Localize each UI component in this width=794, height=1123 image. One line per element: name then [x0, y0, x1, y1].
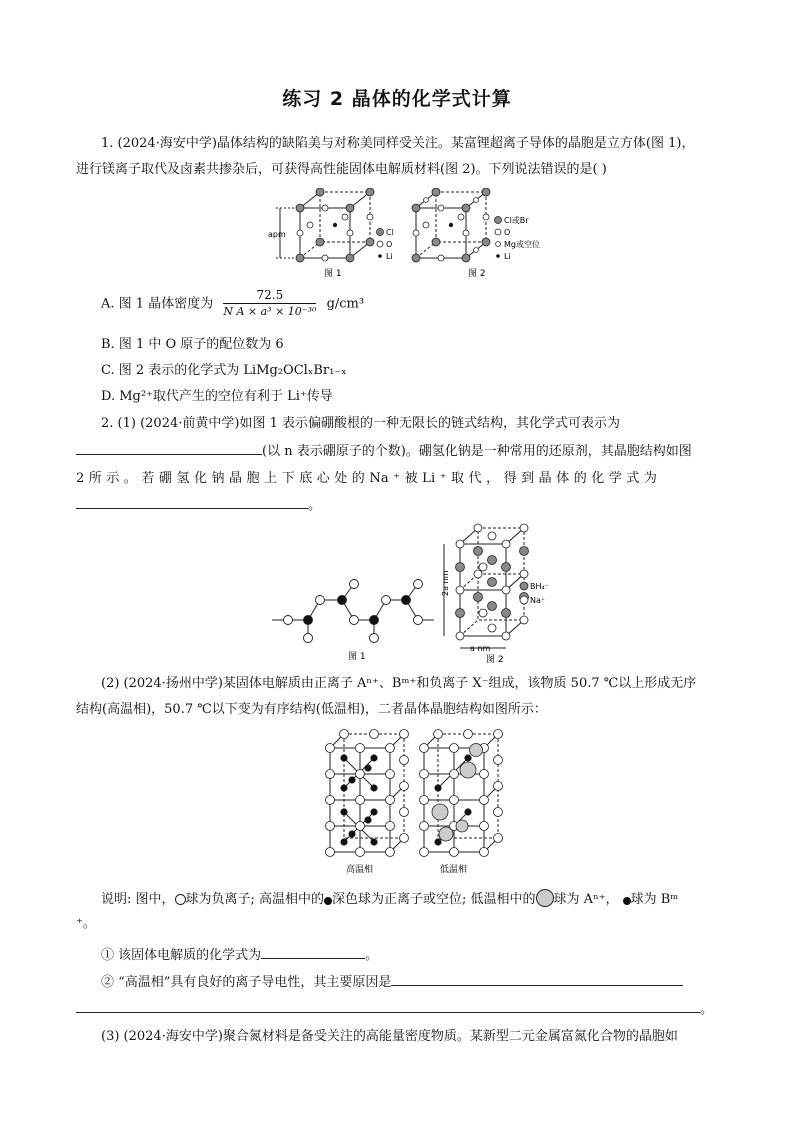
q2-note-prefix: 说明: 图中，	[101, 892, 175, 907]
q2-cell-dim-height: 2a nm	[441, 570, 450, 596]
q2-cell-dim-width: a nm	[470, 644, 491, 653]
q1-option-a-denominator: N A × a³ × 10⁻³⁰	[223, 305, 317, 318]
q2-part1-line2	[76, 440, 692, 459]
q2-sub2-continued	[76, 998, 713, 1017]
q1-figure-2	[404, 188, 564, 280]
q2-answer-blank-5[interactable]	[76, 998, 700, 1013]
q2-low-temp-phase-figure	[416, 728, 506, 878]
q2-note-text-d: 球为 Aⁿ⁺，	[553, 892, 619, 907]
q2-sub2	[101, 971, 683, 990]
q2-chain-caption: 图 1	[348, 652, 366, 662]
q2-part1-line2-text: (以 n 表示硼原子的个数)。硼氢化钠是一种常用的还原剂，其晶胞结构如图	[262, 444, 692, 459]
q1-fig1-legend-li: Li	[386, 252, 393, 261]
q2-nabh4-cell-figure	[432, 520, 572, 665]
q1-fig1-dim-label: apm	[268, 230, 286, 239]
q2-part1-line4	[76, 494, 321, 513]
q1-fig1-legend-cl: Cl	[386, 228, 394, 237]
q1-fig2-caption: 图 2	[468, 269, 486, 279]
q1-fig2-legend-clbr: Cl或Br	[504, 216, 529, 225]
q2-cell-legend-na: Na⁺	[530, 596, 546, 605]
small-black-ball-icon	[623, 897, 631, 905]
black-ball-icon	[324, 897, 332, 905]
q2-sub2-text: ② “高温相”具有良好的离子导电性，其主要原因是	[101, 975, 392, 990]
q1-stem-line1: 1. (2024·海安中学)晶体结构的缺陷美与对称美同样受关注。某富锂超离子导体的晶胞是立方体(图 1)，	[101, 136, 695, 151]
q2-answer-blank-4[interactable]	[391, 971, 683, 986]
q1-figure-1	[266, 188, 406, 280]
q1-fig2-legend-o: O	[504, 228, 511, 237]
q2-sub1-text: ① 该固体电解质的化学式为	[101, 948, 262, 963]
q1-option-a	[101, 288, 364, 320]
q2-low-temp-caption: 低温相	[440, 865, 468, 875]
q2-high-temp-phase-figure	[322, 728, 412, 878]
page-title: 练习 2 晶体的化学式计算	[282, 88, 512, 110]
q2-answer-blank-3[interactable]	[261, 944, 365, 959]
q1-fig1-caption: 图 1	[324, 269, 342, 279]
q2-sub1	[101, 944, 378, 963]
q1-option-a-label: A. 图 1 晶体密度为	[101, 296, 214, 312]
q1-option-a-unit: g/cm³	[326, 296, 365, 312]
q2-part3-line: (3) (2024·海安中学)聚合氮材料是备受关注的高能量密度物质。某新型二元金属富氮化合物的晶胞如	[101, 1029, 678, 1044]
q2-note-text-b: 球为负离子; 高温相中的	[185, 892, 325, 907]
q1-fig2-legend-mg: Mg或空位	[504, 240, 540, 249]
q2-part1-line4-end: 。	[308, 498, 322, 513]
q1-option-b: B. 图 1 中 O 原子的配位数为 6	[101, 337, 284, 352]
q2-part1-line3: 2 所 示 。 若 硼 氢 化 钠 晶 胞 上 下 底 心 处 的 Na ⁺ 被 Li ⁺ 取 代 ， 得 到 晶 体 的 化 学 式 为	[76, 471, 658, 486]
q1-stem-line2: 进行镁离子取代及卤素共掺杂后，可获得高性能固体电解质材料(图 2)。下列说法错误的是( )	[76, 162, 607, 177]
white-ball-icon	[175, 894, 186, 905]
q1-option-d: D. Mg²⁺取代产生的空位有利于 Li⁺传导	[101, 389, 333, 404]
q1-option-a-numerator: 72.5	[223, 288, 316, 304]
q2-sub1-end: 。	[365, 948, 379, 963]
large-gray-ball-icon	[536, 889, 554, 907]
q2-part1-line1: 2. (1) (2024·前黄中学)如图 1 表示偏硼酸根的一种无限长的链式结构，其化学式可表示为	[101, 416, 620, 431]
q1-fig1-legend-o: O	[386, 240, 393, 249]
q2-cell-legend-bh4: BH₄⁻	[530, 582, 549, 591]
q2-chain-figure	[268, 570, 438, 662]
q2-answer-blank-2[interactable]	[76, 494, 308, 509]
q2-part2-line1: (2) (2024·扬州中学)某固体电解质由正离子 Aⁿ⁺、Bᵐ⁺和负离子 X⁻组成，该物质 50.7 ℃以上形成无序	[101, 676, 697, 691]
q2-high-temp-caption: 高温相	[346, 865, 374, 875]
q2-note-line	[101, 888, 678, 907]
q2-sub2-end: 。	[700, 1002, 714, 1017]
q2-answer-blank-1[interactable]	[76, 440, 262, 455]
q2-note-text-e: 球为 Bᵐ	[630, 892, 679, 907]
q1-fig2-legend-li: Li	[504, 252, 511, 261]
q2-cell-caption: 图 2	[486, 655, 504, 665]
q2-note-text-c: 深色球为正离子或空位; 低温相中的	[332, 892, 536, 907]
q1-option-c: C. 图 2 表示的化学式为 LiMg₂OClₓBr₁₋ₓ	[101, 363, 347, 378]
q2-part2-line2: 结构(高温相)，50.7 ℃以下变为有序结构(低温相)，二者晶体晶胞结构如图所示：	[76, 702, 547, 717]
q1-option-a-fraction	[223, 288, 316, 320]
q2-note-line-end: ⁺。	[76, 916, 96, 931]
